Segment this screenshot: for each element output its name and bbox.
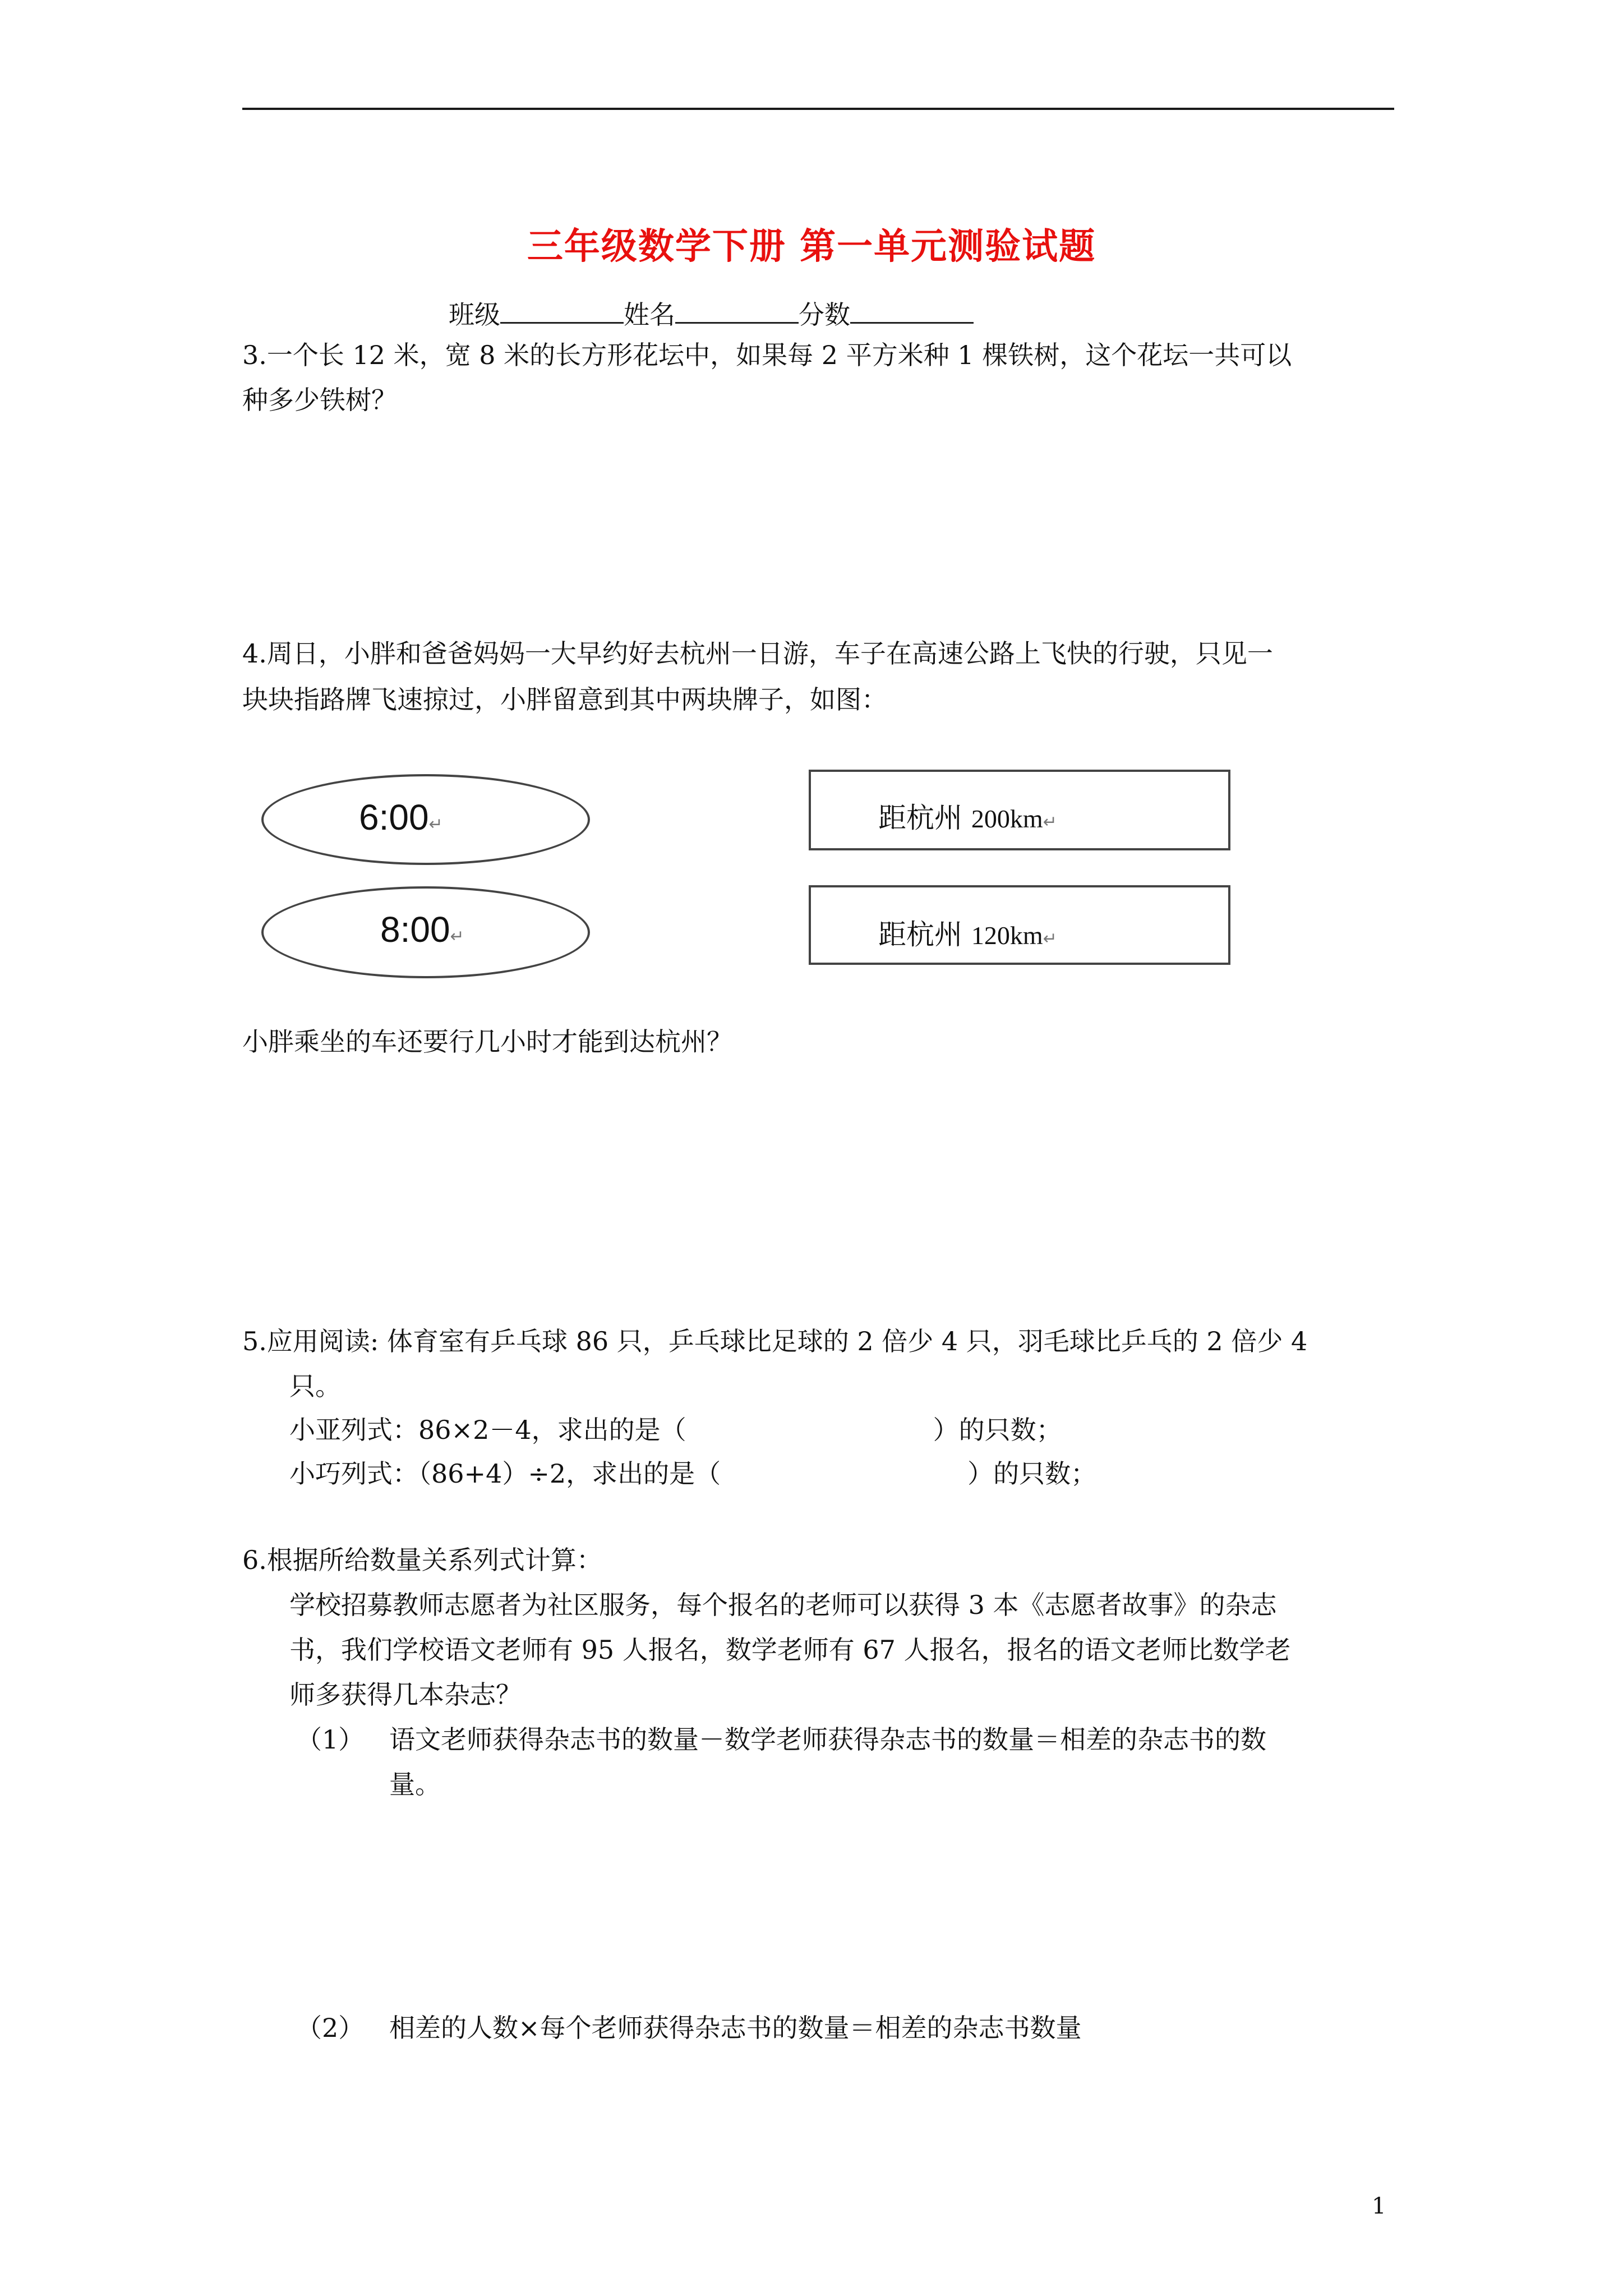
class-blank[interactable] (500, 296, 624, 324)
clock-ellipse-1 (261, 774, 590, 865)
q6-sub2-line: 相差的人数×每个老师获得杂志书的数量＝相差的杂志书数量 (389, 2013, 1082, 2043)
road-sign-2 (809, 885, 1230, 965)
q6-para-2: 书，我们学校语文老师有 95 人报名，数学老师有 67 人报名，报名的语文老师比数学老 (289, 1635, 1291, 1665)
page-number: 1 (1372, 2193, 1386, 2219)
q4-figure (261, 774, 1243, 982)
q5-xiaoya-line: 小亚列式：86×2－4，求出的是（ ）的只数； (289, 1415, 1062, 1445)
header-rule (242, 108, 1394, 110)
q3-line-1: 3.一个长 12 米，宽 8 米的长方形花坛中，如果每 2 平方米种 1 棵铁树，这个花坛一共可以 (242, 340, 1292, 370)
road-sign-1-text: 距杭州 200km↵ (878, 802, 1057, 834)
q6-sub1-number: （1） (296, 1724, 365, 1755)
q5-line-2: 只。 (289, 1371, 341, 1401)
q6-sub1-line-2: 量。 (389, 1769, 441, 1800)
q4-line-1: 4.周日，小胖和爸爸妈妈一大早约好去杭州一日游，车子在高速公路上飞快的行驶，只见一 (242, 638, 1273, 669)
page-title: 三年级数学下册 第一单元测验试题 (527, 226, 1096, 268)
name-label: 姓名 (624, 300, 675, 330)
q6-para-1: 学校招募教师志愿者为社区服务，每个报名的老师可以获得 3 本《志愿者故事》的杂志 (289, 1590, 1277, 1620)
q6-sub1-line-1: 语文老师获得杂志书的数量－数学老师获得杂志书的数量＝相差的杂志书的数 (389, 1724, 1266, 1755)
q4-line-2: 块块指路牌飞速掠过，小胖留意到其中两块牌子，如图： (242, 684, 887, 715)
time-label-1: 6:00↵ (359, 797, 443, 838)
q3-line-2: 种多少铁树？ (242, 385, 397, 415)
road-sign-2-text: 距杭州 120km↵ (878, 918, 1057, 951)
q5-line-1: 5.应用阅读: 体育室有乒乓球 86 只，乒乓球比足球的 2 倍少 4 只，羽毛球比乒乓的 2 倍少 4 (242, 1326, 1308, 1356)
road-sign-1 (809, 770, 1230, 850)
info-line (449, 292, 974, 338)
score-blank[interactable] (850, 296, 974, 324)
score-label: 分数 (799, 300, 850, 330)
q4-question: 小胖乘坐的车还要行几小时才能到达杭州？ (242, 1027, 732, 1057)
time-label-2: 8:00↵ (380, 909, 464, 950)
name-blank[interactable] (675, 296, 799, 324)
q5-xiaoqiao-line: 小巧列式：（86+4）÷2，求出的是（ ）的只数； (289, 1458, 1097, 1489)
q6-para-3: 师多获得几本杂志？ (289, 1680, 522, 1710)
class-label: 班级 (449, 300, 500, 330)
q6-line-1: 6.根据所给数量关系列式计算： (242, 1545, 602, 1575)
q6-sub2-number: （2） (296, 2013, 365, 2043)
clock-ellipse-2 (261, 886, 590, 978)
